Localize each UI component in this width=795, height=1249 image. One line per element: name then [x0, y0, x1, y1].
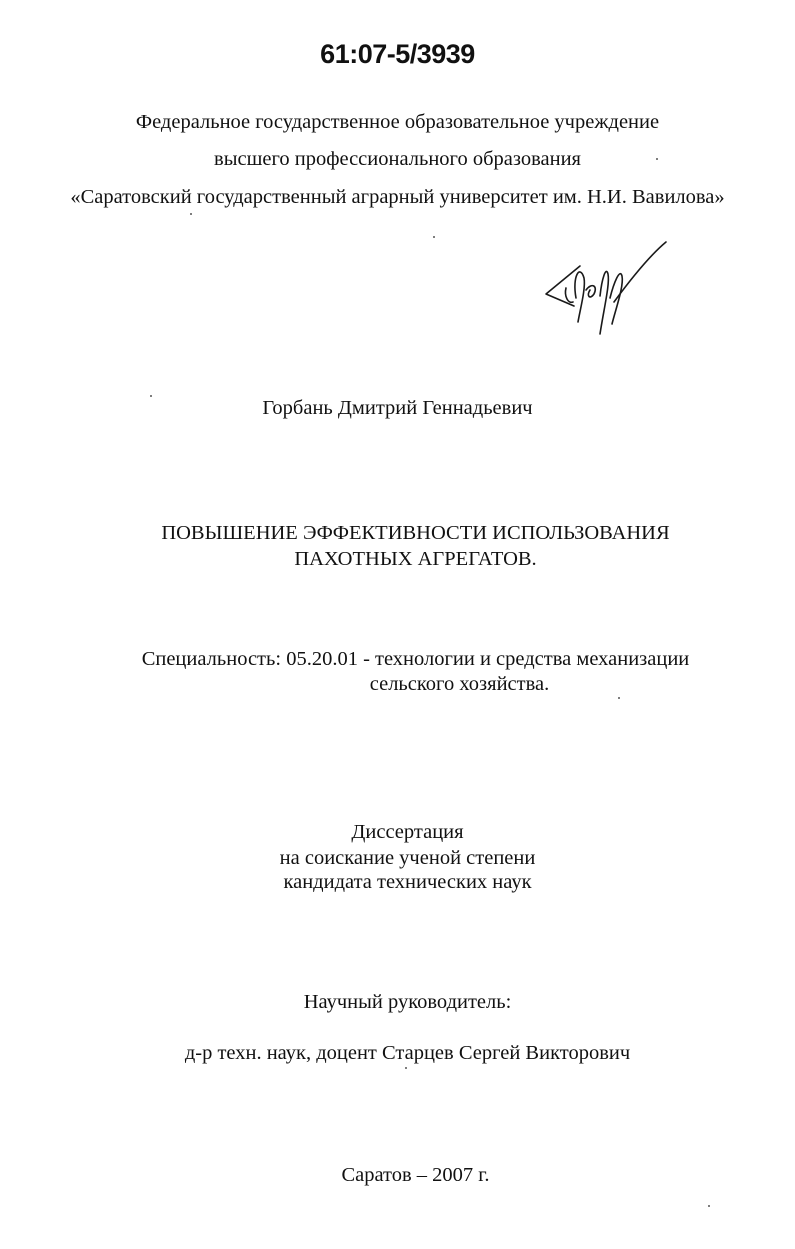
author-name: Горбань Дмитрий Геннадьевич — [262, 397, 533, 419]
scan-speck — [708, 1205, 710, 1207]
archive-code: 61:07-5/3939 — [320, 39, 475, 69]
institution-line-3: «Саратовский государственный аграрный университет им. Н.И. Вавилова» — [70, 186, 725, 208]
scan-speck — [405, 1067, 407, 1069]
institution-line-1: Федеральное государственное образовательное учреждение — [135, 111, 660, 133]
dissertation-label: Диссертация — [351, 821, 464, 843]
institution-line-2: высшего профессионального образования — [214, 148, 581, 170]
place-and-year: Саратов – 2007 г. — [341, 1164, 490, 1186]
scan-speck — [656, 158, 658, 160]
scan-speck — [190, 213, 192, 215]
thesis-title-line-2: ПАХОТНЫХ АГРЕГАТОВ. — [294, 548, 537, 570]
handwritten-signature — [540, 238, 670, 343]
specialty-line-2: сельского хозяйства. — [369, 673, 550, 695]
thesis-title-line-1: ПОВЫШЕНИЕ ЭФФЕКТИВНОСТИ ИСПОЛЬЗОВАНИЯ — [161, 522, 670, 544]
specialty-line-1: Специальность: 05.20.01 - технологии и средства механизации — [141, 648, 690, 670]
supervisor-label: Научный руководитель: — [303, 991, 512, 1013]
degree-purpose: на соискание ученой степени — [279, 847, 536, 869]
scan-speck — [618, 697, 620, 699]
degree-name: кандидата технических наук — [283, 871, 532, 893]
supervisor-name: д-р техн. наук, доцент Старцев Сергей Викторович — [184, 1042, 631, 1064]
scan-speck — [150, 395, 152, 397]
scan-speck — [433, 236, 435, 238]
